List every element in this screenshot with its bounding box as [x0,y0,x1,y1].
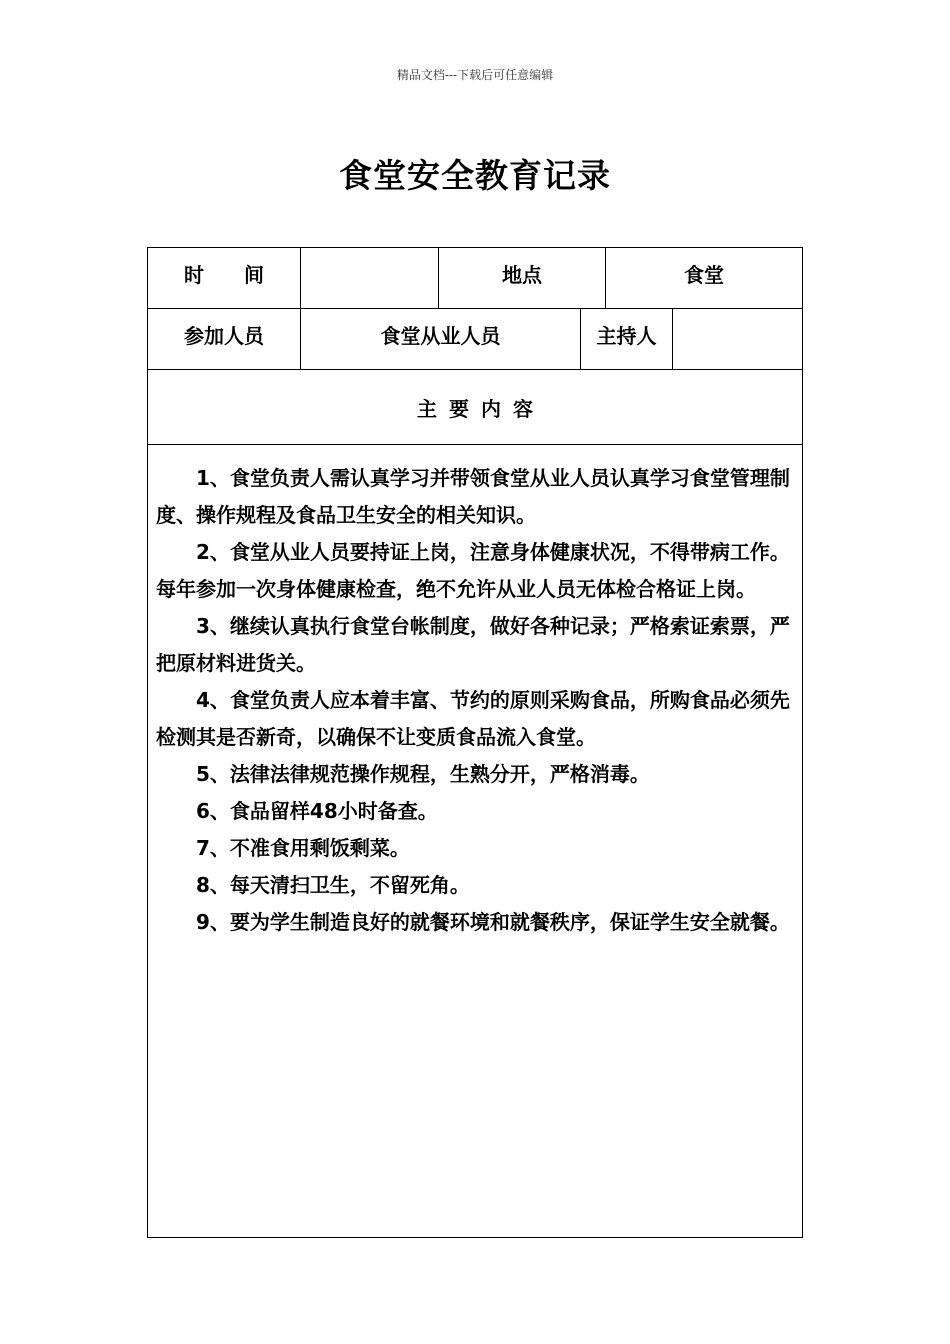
content-item-8: 8、每天清扫卫生，不留死角。 [196,873,470,897]
content-item-6: 6、食品留样48小时备查。 [196,799,438,823]
row-section-heading [148,370,802,445]
record-table [147,247,803,1238]
document-title: 食堂安全教育记录 [339,156,611,195]
place-label: 地点 [439,248,606,308]
content-item-2: 2、食堂从业人员要持证上岗，注意身体健康状况，不得带病工作。每年参加一次身体健康检查，绝不允许从业人员无体检合格证上岗。 [156,540,790,601]
time-value[interactable] [301,248,439,308]
time-label: 时 间 [148,248,301,308]
content-item-1: 1、食堂负责人需认真学习并带领食堂从业人员认真学习食堂管理制度、操作规程及食品卫生安全的相关知识。 [156,466,790,527]
content-item-3: 3、继续认真执行食堂台帐制度，做好各种记录；严格索证索票，严把原材料进货关。 [156,614,790,675]
participants-value[interactable]: 食堂从业人员 [301,309,581,369]
host-value[interactable] [673,309,802,369]
content-item-7: 7、不准食用剩饭剩菜。 [196,836,410,860]
header-note: 精品文档---下载后可任意编辑 [396,68,554,82]
participants-label: 参加人员 [148,309,301,369]
content-item-5: 5、法律法律规范操作规程，生熟分开，严格消毒。 [196,762,650,786]
content-item-9: 9、要为学生制造良好的就餐环境和就餐秩序，保证学生安全就餐。 [196,910,790,934]
place-value[interactable]: 食堂 [684,263,724,287]
row-participants-host [148,309,802,370]
main-content-body [156,460,796,941]
host-label: 主持人 [581,309,673,369]
content-item-4: 4、食堂负责人应本着丰富、节约的原则采购食品，所购食品必须先检测其是否新奇，以确保不让变质食品流入食堂。 [156,688,790,749]
main-content-heading: 主要内容 [417,396,545,421]
row-time-place [148,248,802,309]
